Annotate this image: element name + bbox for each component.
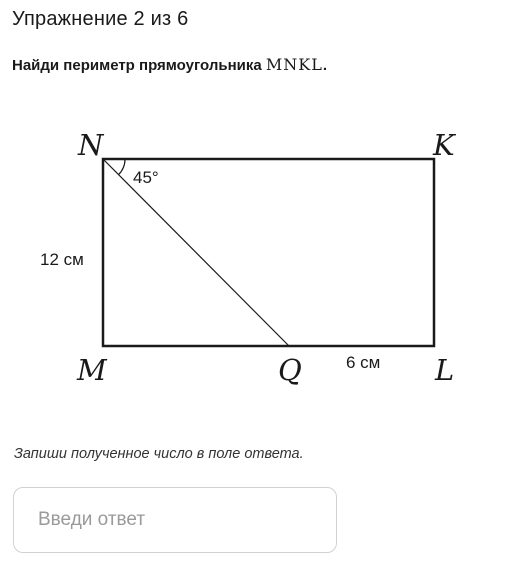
vertex-label-m: M bbox=[77, 353, 107, 387]
segment-ql-length: 6 см bbox=[346, 353, 381, 372]
angle-arc bbox=[119, 159, 125, 175]
task-prompt-end: . bbox=[322, 57, 328, 74]
angle-label: 45° bbox=[133, 168, 159, 187]
vertex-label-n: N bbox=[78, 128, 104, 162]
exercise-counter: Упражнение 2 из 6 bbox=[12, 8, 189, 30]
rectangle-name: MNKL bbox=[265, 55, 323, 74]
segment-nq bbox=[103, 159, 289, 346]
point-label-q: Q bbox=[278, 353, 302, 387]
vertex-label-k: K bbox=[433, 128, 455, 162]
task-prompt-text: Найди периметр прямоугольника bbox=[12, 57, 266, 74]
side-mn-length: 12 см bbox=[40, 250, 84, 269]
answer-instruction: Запиши полученное число в поле ответа. bbox=[14, 446, 304, 462]
answer-input[interactable] bbox=[13, 487, 337, 553]
rectangle-mnkl bbox=[103, 159, 434, 346]
vertex-label-l: L bbox=[435, 353, 455, 387]
